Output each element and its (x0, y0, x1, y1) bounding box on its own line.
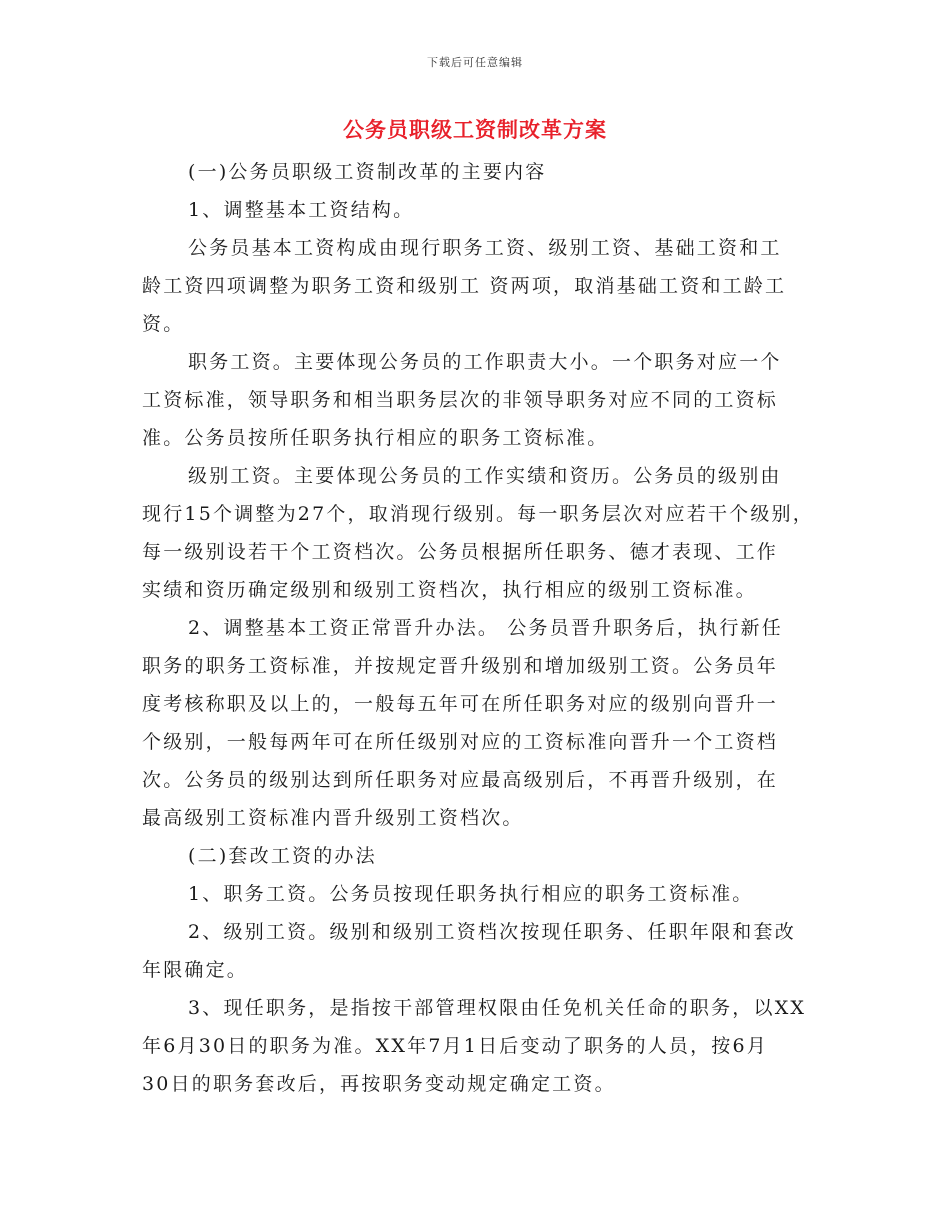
header-note: 下载后可任意编辑 (427, 56, 523, 69)
text-line: 资。 (142, 313, 185, 335)
text-line: 职务的职务工资标准，并按规定晋升级别和增加级别工资。公务员年 (142, 655, 779, 677)
text-line: 2、级别工资。级别和级别工资档次按现任职务、任职年限和套改 (188, 921, 796, 943)
text-line: 公务员基本工资构成由现行职务工资、级别工资、基础工资和工 (188, 237, 782, 259)
text-line: 1、职务工资。公务员按现任职务执行相应的职务工资标准。 (188, 883, 754, 905)
document-title: 公务员职级工资制改革方案 (343, 118, 607, 142)
text-line: 职务工资。主要体现公务员的工作职责大小。一个职务对应一个 (188, 351, 782, 373)
text-line: 1、调整基本工资结构。 (188, 199, 415, 221)
text-line: 工资标准，领导职务和相当职务层次的非领导职务对应不同的工资标 (142, 389, 779, 411)
text-line: 次。公务员的级别达到所任职务对应最高级别后，不再晋升级别，在 (142, 769, 779, 791)
text-line: 准。公务员按所任职务执行相应的职务工资标准。 (142, 427, 609, 449)
text-line: 年6月30日的职务为准。XX年7月1日后变动了职务的人员，按6月 (142, 1035, 768, 1057)
text-line: 个级别，一般每两年可在所任级别对应的工资标准向晋升一个工资档 (142, 731, 779, 753)
text-line: 每一级别设若干个工资档次。公务员根据所任职务、德才表现、工作 (142, 541, 779, 563)
text-line: 2、调整基本工资正常晋升办法。 公务员晋升职务后，执行新任 (188, 617, 783, 639)
text-line: 度考核称职及以上的，一般每五年可在所任职务对应的级别向晋升一 (142, 693, 779, 715)
text-line: 现行15个调整为27个，取消现行级别。每一职务层次对应若干个级别， (142, 503, 814, 525)
text-line: 最高级别工资标准内晋升级别工资档次。 (142, 807, 524, 829)
text-line: 3、现任职务，是指按干部管理权限由任免机关任命的职务，以XX (188, 997, 807, 1019)
document-body (142, 153, 832, 1103)
text-line: 级别工资。主要体现公务员的工作实绩和资历。公务员的级别由 (188, 465, 782, 487)
text-line: 年限确定。 (142, 959, 249, 981)
text-line: 实绩和资历确定级别和级别工资档次，执行相应的级别工资标准。 (142, 579, 757, 601)
text-line: 30日的职务套改后，再按职务变动规定确定工资。 (142, 1073, 616, 1095)
text-line: 龄工资四项调整为职务工资和级别工 资两项，取消基础工资和工龄工 (142, 275, 787, 297)
text-line: (一)公务员职级工资制改革的主要内容 (188, 161, 547, 183)
text-line: (二)套改工资的办法 (188, 845, 377, 867)
